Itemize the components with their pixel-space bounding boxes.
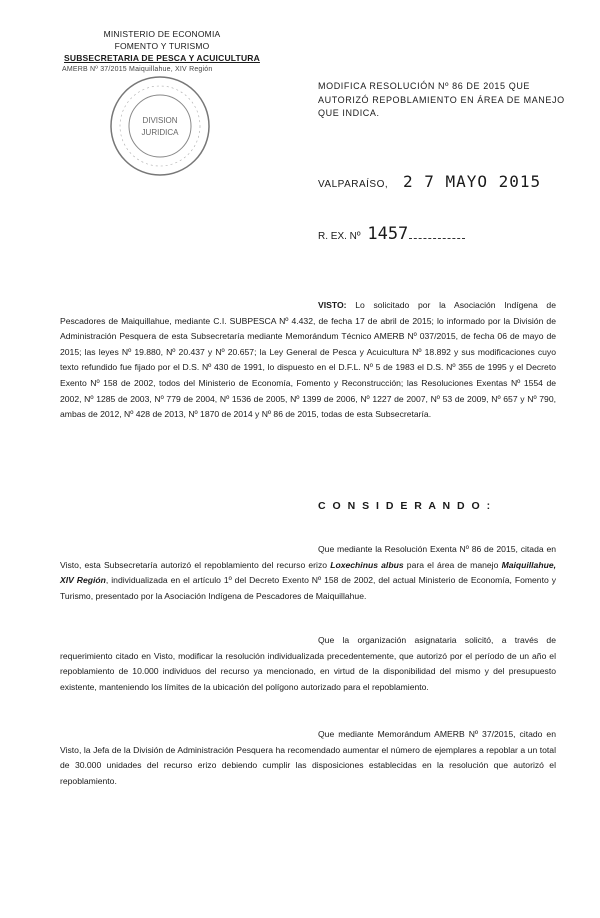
- management-area-name: Maiquillahue, XIV Región: [60, 559, 556, 586]
- visto-text: Lo solicitado por la Asociación Indígena de Pescadores de Maiquillahue, mediante C.I. SUBPESCA Nº 4.432, de fecha 17 de abril de 2015; lo informado por la División de Administración Pesquera de esta Subsecretaría mediante Memorándum Técnico AMERB Nº 037/2015, de fecha 06 de mayo de 2015; las leyes Nº 19.880, Nº 20.437 y Nº 20.657; la Ley General de Pesca y Acuicultura Nº 18.892 y sus modificaciones cuyo texto refundido fue fijado por el D.S. Nº 430 de 1991, lo dispuesto en el D.F.L. Nº 5 de 1983 el D.S. Nº 355 de 1995 y el Decreto Exento Nº 158 de 2002, todos del Ministerio de Economía, Fomento y Reconstrucción; las Resoluciones Exentas Nº 1554 de 2002, Nº 1285 de 2003, Nº 779 de 2004, Nº 1536 de 2005, Nº 1399 de 2006, Nº 1227 de 2007, Nº 53 de 2009, Nº 657 y Nº 790, ambas de 2012, Nº 428 de 2013, Nº 1870 de 2014 y Nº 86 de 2015, todas de esta Subsecretaría.: [60, 300, 556, 420]
- considerando-heading: C O N S I D E R A N D O :: [318, 500, 493, 512]
- p1-text-a: Que mediante la Resolución Exenta Nº 86 de 2015, citada en Visto, esta Subsecretaría autorizó el repoblamiento del recurso erizo: [60, 544, 556, 570]
- p1-text-c: , individualizada en el artículo 1º del Decreto Exento Nº 158 de 2002, del actual Ministerio de Economía, Fomento y Turismo, presentado por la Asociación Indígena de Pescadores de Maiquillahue.: [60, 575, 556, 601]
- place: VALPARAÍSO,: [318, 179, 389, 190]
- subsecretaria-name: SUBSECRETARIA DE PESCA Y ACUICULTURA: [64, 53, 260, 63]
- p1-text-b: para el área de manejo: [403, 559, 502, 570]
- species-name: Loxechinus albus: [330, 559, 404, 570]
- visto-label: VISTO:: [318, 300, 347, 310]
- considering-paragraph-2: Que la organización asignataria solicitó, a través de requerimiento citado en Visto, modificar la resolución individualizada precedentemente, que autorizó por el período de un año el repoblamiento de 10.000 individuos del recurso ya mencionado, en virtud de la disponibilidad del mismo y del presupuesto existente, manteniendo los límites de la ubicación del polígono autorizado para el repoblamiento.: [60, 635, 556, 692]
- number-underline: [409, 238, 465, 239]
- issuer-header: [52, 28, 272, 76]
- resolution-number: 1457: [367, 224, 409, 244]
- svg-text:DIVISION: DIVISION: [142, 116, 178, 125]
- amerb-reference: AMERB Nº 37/2015 Maiquillahue, XIV Región: [62, 66, 213, 73]
- ministry-name: MINISTERIO DE ECONOMIA: [103, 29, 221, 39]
- division-juridica-stamp: [108, 74, 212, 178]
- svg-text:JURIDICA: JURIDICA: [141, 128, 179, 137]
- rex-label: R. EX. Nº: [318, 231, 361, 242]
- resolution-number-line: [318, 224, 465, 244]
- date-line: [318, 172, 541, 191]
- resolution-date: 2 7 MAYO 2015: [402, 172, 542, 191]
- visto-paragraph: [60, 298, 556, 423]
- ministry-subname: FOMENTO Y TURISMO: [114, 41, 210, 51]
- considering-paragraph-3: Que mediante Memorándum AMERB Nº 37/2015, citado en Visto, la Jefa de la División de Administración Pesquera ha recomendado aumentar el número de ejemplares a repoblar a un total de 30.000 unidades del recurso erizo debiendo cumplir las disposiciones establecidas en la resolución que autorizó el repoblamiento.: [60, 729, 556, 786]
- resolution-subject: MODIFICA RESOLUCIÓN Nº 86 DE 2015 QUE AUTORIZÓ REPOBLAMIENTO EN ÁREA DE MANEJO QUE INDICA.: [318, 81, 565, 118]
- considering-paragraph-1: [60, 542, 556, 604]
